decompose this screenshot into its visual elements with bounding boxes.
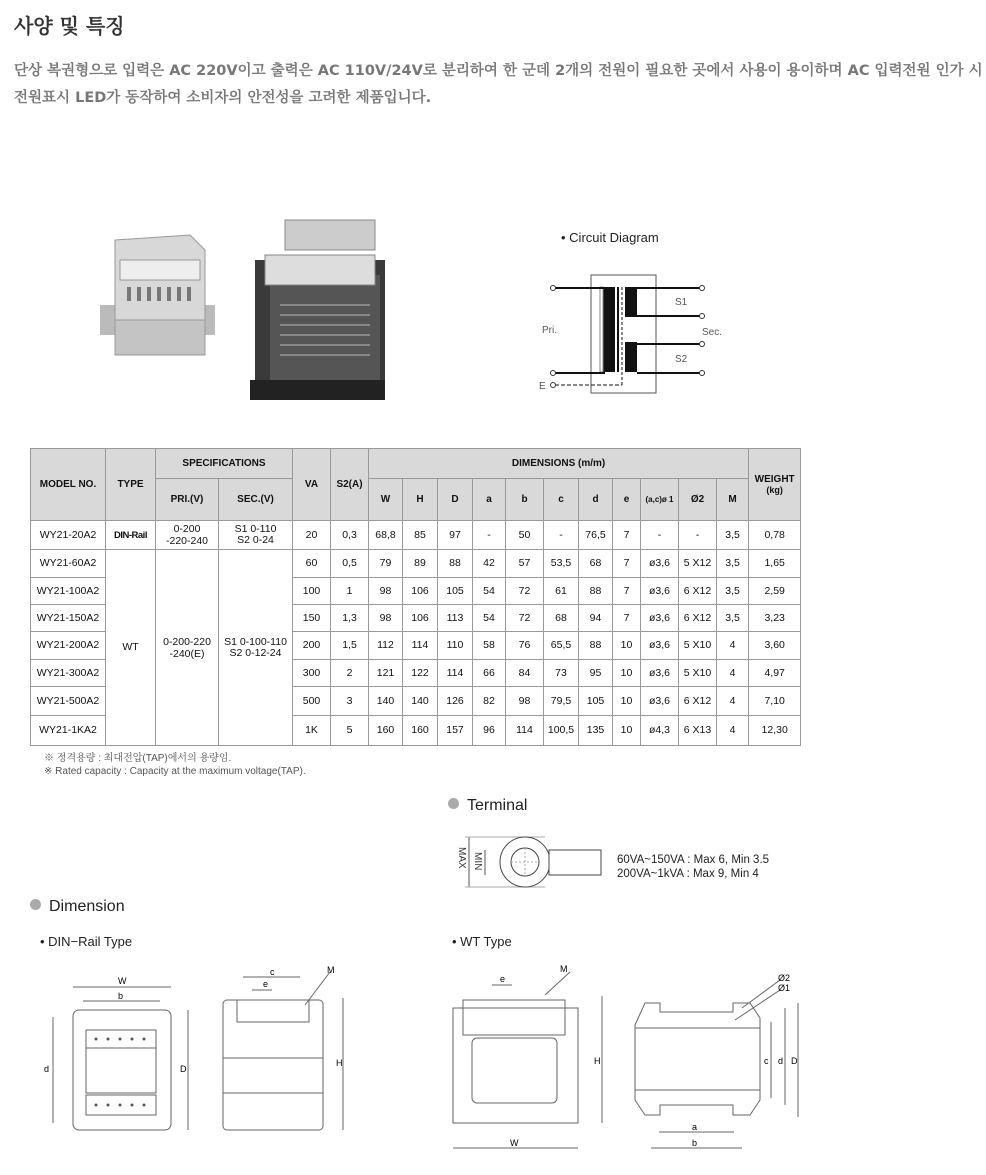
- cell-s2: 2: [331, 660, 369, 687]
- cell-h: 85: [403, 521, 438, 550]
- dim-label-b: b: [118, 991, 124, 1001]
- cell-m: 4: [717, 687, 749, 716]
- cell-m: 3,5: [717, 605, 749, 632]
- cell-D: 97: [438, 521, 473, 550]
- cell-c: 65,5: [544, 632, 579, 660]
- cell-e: 7: [613, 605, 641, 632]
- wt-type-title: • WT Type: [452, 934, 512, 949]
- cell-m: 4: [717, 660, 749, 687]
- cell-h: 140: [403, 687, 438, 716]
- header-type: TYPE: [106, 449, 156, 521]
- cell-e: 7: [613, 521, 641, 550]
- cell-phi1: ø3,6: [641, 605, 679, 632]
- dimension-heading: Dimension: [30, 898, 125, 916]
- dim-label-c: c: [270, 967, 275, 977]
- wt-label-phi1: Ø1: [778, 983, 791, 993]
- cell-h: 122: [403, 660, 438, 687]
- product-description: 단상 복권형으로 입력은 AC 220V이고 출력은 AC 110V/24V로 분리하여 한 군데 2개의 전원이 필요한 곳에서 사용이 용이하며 AC 입력전원 인가 시 전원표시 LED가 동작하여 소비자의 안전성을 고려한 제품입니다.: [14, 63, 983, 106]
- cell-c: 53,5: [544, 550, 579, 578]
- cell-e: 7: [613, 550, 641, 578]
- cell-a: 82: [473, 687, 506, 716]
- cell-d: 94: [579, 605, 613, 632]
- cell-model: WY21-200A2: [31, 632, 106, 660]
- cell-d: 76,5: [579, 521, 613, 550]
- header-phi1: (a,c)ø 1: [641, 479, 679, 521]
- cell-w: 121: [369, 660, 403, 687]
- cell-type: DIN-Rail: [106, 521, 156, 550]
- cell-phi2: 6 X12: [679, 578, 717, 605]
- note-english: ※ Rated capacity : Capacity at the maximum voltage(TAP).: [44, 766, 306, 777]
- cell-m: 3,5: [717, 521, 749, 550]
- cell-D: 105: [438, 578, 473, 605]
- wt-label-D: D: [791, 1056, 798, 1066]
- cell-phi1: ø3,6: [641, 660, 679, 687]
- circuit-diagram-title: • Circuit Diagram: [561, 230, 659, 245]
- cell-model: WY21-300A2: [31, 660, 106, 687]
- cell-model: WY21-500A2: [31, 687, 106, 716]
- wt-label-M: M: [560, 964, 568, 974]
- cell-D: 88: [438, 550, 473, 578]
- cell-phi2: 5 X12: [679, 550, 717, 578]
- dim-label-M: M: [327, 965, 335, 975]
- cell-a: 42: [473, 550, 506, 578]
- cell-w: 98: [369, 605, 403, 632]
- header-phi2: Ø2: [679, 479, 717, 521]
- cell-phi2: 5 X10: [679, 632, 717, 660]
- header-c: c: [544, 479, 579, 521]
- pri-label: Pri.: [542, 325, 557, 336]
- cell-c: 73: [544, 660, 579, 687]
- table-row: [31, 521, 801, 550]
- wt-label-c: c: [764, 1056, 769, 1066]
- header-specs: SPECIFICATIONS: [156, 449, 293, 479]
- cell-phi2: 6 X13: [679, 716, 717, 746]
- cell-va: 150: [293, 605, 331, 632]
- cell-weight: 3,23: [749, 605, 801, 632]
- cell-h: 114: [403, 632, 438, 660]
- cell-b: 72: [506, 578, 544, 605]
- terminal-drawing: [455, 835, 605, 895]
- header-weight: WEIGHT (kg): [749, 449, 801, 521]
- cell-phi2: 5 X10: [679, 660, 717, 687]
- cell-model: WY21-60A2: [31, 550, 106, 578]
- cell-weight: 12,30: [749, 716, 801, 746]
- cell-e: 10: [613, 716, 641, 746]
- din-rail-product-image: [100, 235, 215, 355]
- cell-m: 4: [717, 632, 749, 660]
- cell-b: 114: [506, 716, 544, 746]
- terminal-spec-large: 200VA~1kVA : Max 9, Min 4: [617, 868, 759, 880]
- table-row: [31, 550, 801, 578]
- cell-s2: 5: [331, 716, 369, 746]
- cell-model: WY21-100A2: [31, 578, 106, 605]
- bullet-icon: [30, 899, 41, 910]
- cell-pri: 0-200 -220-240: [156, 521, 219, 550]
- cell-h: 160: [403, 716, 438, 746]
- cell-va: 100: [293, 578, 331, 605]
- circuit-diagram: [530, 270, 730, 400]
- cell-s2: 0,3: [331, 521, 369, 550]
- cell-b: 57: [506, 550, 544, 578]
- cell-model: WY21-20A2: [31, 521, 106, 550]
- cell-b: 50: [506, 521, 544, 550]
- cell-s2: 3: [331, 687, 369, 716]
- cell-phi1: ø4,3: [641, 716, 679, 746]
- cell-h: 106: [403, 605, 438, 632]
- cell-va: 20: [293, 521, 331, 550]
- cell-weight: 2,59: [749, 578, 801, 605]
- cell-b: 98: [506, 687, 544, 716]
- header-model: MODEL NO.: [31, 449, 106, 521]
- cell-a: 58: [473, 632, 506, 660]
- cell-weight: 1,65: [749, 550, 801, 578]
- wt-label-b: b: [692, 1138, 698, 1148]
- wt-dimension-drawing: [440, 960, 820, 1160]
- s1-label: S1: [675, 297, 688, 308]
- dim-label-W: W: [118, 976, 127, 986]
- cell-s2: 1: [331, 578, 369, 605]
- header-d: d: [579, 479, 613, 521]
- header-b: b: [506, 479, 544, 521]
- cell-weight: 0,78: [749, 521, 801, 550]
- wt-label-W: W: [510, 1138, 519, 1148]
- cell-e: 10: [613, 632, 641, 660]
- cell-weight: 4,97: [749, 660, 801, 687]
- header-dims: DIMENSIONS (m/m): [369, 449, 749, 479]
- cell-w: 79: [369, 550, 403, 578]
- cell-va: 60: [293, 550, 331, 578]
- cell-e: 10: [613, 660, 641, 687]
- cell-va: 200: [293, 632, 331, 660]
- cell-D: 114: [438, 660, 473, 687]
- s2-label: S2: [675, 354, 688, 365]
- terminal-heading: Terminal: [448, 797, 527, 815]
- cell-d: 95: [579, 660, 613, 687]
- cell-sec: S1 0-100-110 S2 0-12-24: [219, 550, 293, 746]
- cell-w: 160: [369, 716, 403, 746]
- dim-label-d: d: [44, 1064, 50, 1074]
- wt-label-a: a: [692, 1122, 698, 1132]
- wt-label-phi2: Ø2: [778, 973, 791, 983]
- dim-label-H: H: [336, 1058, 343, 1068]
- bullet-icon: [448, 798, 459, 809]
- cell-D: 113: [438, 605, 473, 632]
- cell-a: -: [473, 521, 506, 550]
- cell-a: 66: [473, 660, 506, 687]
- cell-phi2: 6 X12: [679, 605, 717, 632]
- cell-c: 61: [544, 578, 579, 605]
- cell-s2: 1,3: [331, 605, 369, 632]
- cell-weight: 3,60: [749, 632, 801, 660]
- cell-w: 140: [369, 687, 403, 716]
- header-h: H: [403, 479, 438, 521]
- cell-w: 68,8: [369, 521, 403, 550]
- cell-s2: 0,5: [331, 550, 369, 578]
- cell-c: 100,5: [544, 716, 579, 746]
- cell-e: 10: [613, 687, 641, 716]
- cell-va: 300: [293, 660, 331, 687]
- cell-D: 110: [438, 632, 473, 660]
- cell-b: 84: [506, 660, 544, 687]
- page-title: 사양 및 특징: [14, 14, 125, 38]
- cell-e: 7: [613, 578, 641, 605]
- cell-m: 4: [717, 716, 749, 746]
- dim-label-e: e: [263, 979, 269, 989]
- wt-label-H: H: [594, 1056, 601, 1066]
- cell-c: -: [544, 521, 579, 550]
- cell-pri: 0-200-220 -240(E): [156, 550, 219, 746]
- header-D: D: [438, 479, 473, 521]
- sec-label: Sec.: [702, 327, 723, 338]
- cell-a: 96: [473, 716, 506, 746]
- cell-d: 105: [579, 687, 613, 716]
- header-sec: SEC.(V): [219, 479, 293, 521]
- cell-phi2: 6 X12: [679, 687, 717, 716]
- din-rail-dimension-drawing: [30, 960, 370, 1160]
- cell-d: 88: [579, 578, 613, 605]
- header-m: M: [717, 479, 749, 521]
- wt-label-d: d: [778, 1056, 784, 1066]
- cell-phi1: ø3,6: [641, 632, 679, 660]
- wt-label-e: e: [500, 974, 506, 984]
- cell-m: 3,5: [717, 578, 749, 605]
- cell-weight: 7,10: [749, 687, 801, 716]
- cell-phi2: -: [679, 521, 717, 550]
- terminal-spec-small: 60VA~150VA : Max 6, Min 3.5: [617, 854, 770, 866]
- header-pri: PRI.(V): [156, 479, 219, 521]
- cell-phi1: ø3,6: [641, 687, 679, 716]
- cell-D: 126: [438, 687, 473, 716]
- spec-table: [30, 448, 801, 746]
- header-w: W: [369, 479, 403, 521]
- cell-b: 72: [506, 605, 544, 632]
- cell-h: 89: [403, 550, 438, 578]
- dim-label-D: D: [180, 1064, 187, 1074]
- header-s2: S2(A): [331, 449, 369, 521]
- cell-a: 54: [473, 578, 506, 605]
- cell-sec: S1 0-110 S2 0-24: [219, 521, 293, 550]
- cell-a: 54: [473, 605, 506, 632]
- header-e: e: [613, 479, 641, 521]
- cell-model: WY21-1KA2: [31, 716, 106, 746]
- note-korean: ※ 정격용량 : 최대전압(TAP)에서의 용량임.: [44, 753, 232, 764]
- cell-c: 79,5: [544, 687, 579, 716]
- cell-va: 500: [293, 687, 331, 716]
- e-label: E: [539, 381, 546, 392]
- cell-d: 135: [579, 716, 613, 746]
- cell-D: 157: [438, 716, 473, 746]
- cell-s2: 1,5: [331, 632, 369, 660]
- header-va: VA: [293, 449, 331, 521]
- cell-d: 68: [579, 550, 613, 578]
- product-photos: [95, 215, 405, 415]
- cell-model: WY21-150A2: [31, 605, 106, 632]
- cell-phi1: -: [641, 521, 679, 550]
- cell-phi1: ø3,6: [641, 578, 679, 605]
- cell-type: WT: [106, 550, 156, 746]
- cell-w: 98: [369, 578, 403, 605]
- cell-h: 106: [403, 578, 438, 605]
- cell-m: 3,5: [717, 550, 749, 578]
- cell-va: 1K: [293, 716, 331, 746]
- max-label: MAX: [456, 847, 467, 869]
- min-label: MIN: [472, 852, 483, 871]
- cell-b: 76: [506, 632, 544, 660]
- header-a: a: [473, 479, 506, 521]
- cell-phi1: ø3,6: [641, 550, 679, 578]
- cell-c: 68: [544, 605, 579, 632]
- wt-product-image: [250, 220, 385, 400]
- din-rail-type-title: • DIN−Rail Type: [40, 934, 133, 949]
- cell-w: 112: [369, 632, 403, 660]
- cell-d: 88: [579, 632, 613, 660]
